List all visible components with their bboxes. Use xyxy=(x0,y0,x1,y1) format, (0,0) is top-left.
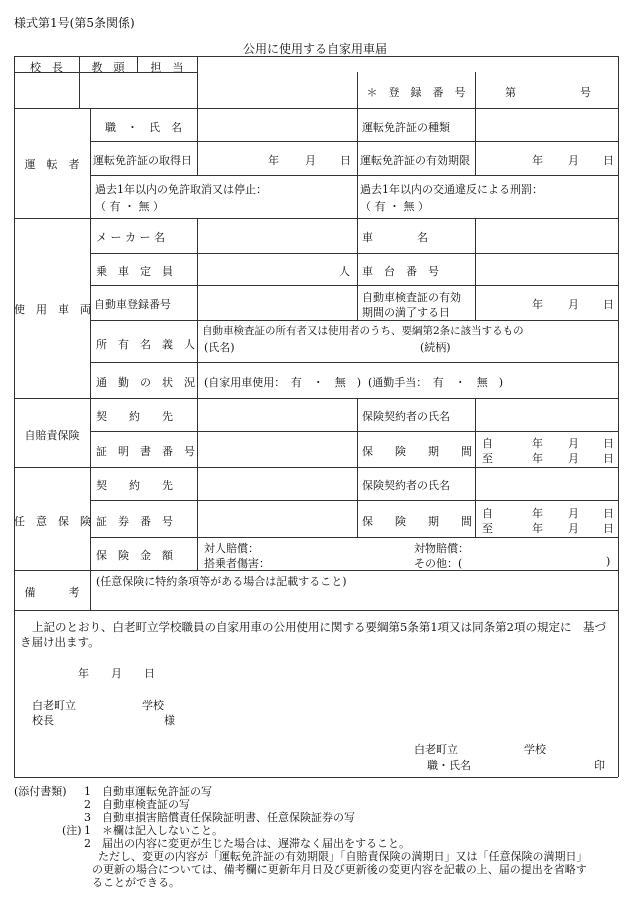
voluntary-from-month: 月 xyxy=(568,507,579,520)
registration-plate-label: 自動車登録番号 xyxy=(94,298,171,311)
license-expiry-year: 年 xyxy=(532,154,543,167)
note-2-line-4: ることができる。 xyxy=(92,876,180,889)
registration-number-label: ＊ 登 録 番 号 xyxy=(366,86,466,99)
compulsory-insurer-label: 契 約 先 xyxy=(96,410,173,423)
registration-go: 号 xyxy=(580,86,591,99)
commute-label: 通 勤 の 状 況 xyxy=(96,376,195,389)
note-1: 1 ＊欄は記入しないこと。 xyxy=(84,824,223,837)
voluntary-insurer-label: 契 約 先 xyxy=(96,479,173,492)
voluntary-policy-label: 証 券 番 号 xyxy=(96,515,173,528)
note-2: 2 届出の内容に変更が生じた場合は、遅滞なく届出をすること。 xyxy=(84,837,410,850)
compulsory-from-year: 年 xyxy=(532,437,543,450)
registration-dai: 第 xyxy=(505,86,516,99)
compulsory-period-label: 保 険 期 間 xyxy=(362,445,472,458)
capacity-unit: 人 xyxy=(339,265,350,278)
owner-name-label: (氏名) xyxy=(204,341,235,354)
voluntary-from-day: 日 xyxy=(603,507,614,520)
vice-principal-stamp-label: 教 頭 xyxy=(91,61,125,74)
owner-relation-label: (続柄) xyxy=(420,341,451,354)
compulsory-from: 自 xyxy=(482,437,493,450)
license-expiry-day: 日 xyxy=(603,154,614,167)
car-name-label: 車 名 xyxy=(362,231,428,244)
voluntary-from: 自 xyxy=(482,507,493,520)
voluntary-to: 至 xyxy=(482,522,493,535)
commute-allowance-options[interactable]: (通勤手当： 有 ・ 無 ) xyxy=(368,376,504,389)
owner-label: 所 有 名 義 人 xyxy=(96,338,195,351)
passenger-injury-label: 搭乗者傷害： xyxy=(204,557,270,570)
declaration-text-line1: 上記のとおり、白老町立学校職員の自家用車の公用使用に関する要綱第5条第1項又は同条第2項の規定に 基づ xyxy=(32,620,606,634)
property-damage-label: 対物賠償： xyxy=(414,542,469,555)
form-title: 公用に使用する自家用車届 xyxy=(242,42,387,56)
declaration-text-line2: き届け出ます。 xyxy=(20,635,100,649)
compulsory-to-month: 月 xyxy=(568,452,579,465)
voluntary-from-year: 年 xyxy=(532,507,543,520)
penalty-label: 過去1年以内の交通違反による刑罰： xyxy=(360,183,543,196)
penalty-options[interactable]: （ 有 ・ 無 ） xyxy=(360,200,429,213)
compulsory-from-day: 日 xyxy=(603,437,614,450)
inspection-expiry-line1: 自動車検査証の有効 xyxy=(362,291,461,304)
vehicle-section-label: 使 用 車 両 xyxy=(14,303,91,316)
voluntary-period-label: 保 険 期 間 xyxy=(362,515,472,528)
license-date-day: 日 xyxy=(340,154,351,167)
commute-car-options[interactable]: (自家用車使用： 有 ・ 無 ) xyxy=(204,376,362,389)
inspection-expiry-line2: 期間の満了する日 xyxy=(362,306,450,319)
license-expiry-label: 運転免許証の有効期限 xyxy=(360,154,470,167)
principal-addressee: 校長 様 xyxy=(32,714,175,727)
license-type-label: 運転免許証の種類 xyxy=(362,121,450,134)
note-2-line-2: ただし、変更の内容が「運転免許証の有効期限」「自賠責保険の満期日」又は「任意保険の満期日」 xyxy=(98,850,588,863)
maker-label: メ ー カ ー 名 xyxy=(96,231,165,244)
inspection-expiry-month: 月 xyxy=(568,298,579,311)
inspection-expiry-year: 年 xyxy=(532,298,543,311)
chassis-number-label: 車 台 番 号 xyxy=(362,265,439,278)
attachments-label: (添付書類) xyxy=(14,785,67,798)
compulsory-to: 至 xyxy=(482,452,493,465)
voluntary-policyholder-label: 保険契約者の氏名 xyxy=(362,479,450,492)
insurance-amount-label: 保 険 金 額 xyxy=(96,549,173,562)
license-date-label: 運転免許証の取得日 xyxy=(93,154,192,167)
compulsory-to-year: 年 xyxy=(532,452,543,465)
attachment-item-1: 1 自動車運転免許証の写 xyxy=(84,785,212,798)
bodily-injury-label: 対人賠償： xyxy=(204,542,259,555)
driver-section-label: 運 転 者 xyxy=(24,158,80,171)
revocation-label: 過去1年以内の免許取消又は停止： xyxy=(95,183,267,196)
license-expiry-month: 月 xyxy=(568,154,579,167)
revocation-options[interactable]: （ 有 ・ 無 ） xyxy=(95,200,164,213)
declaration-date: 年 月 日 xyxy=(78,667,155,680)
compulsory-from-month: 月 xyxy=(568,437,579,450)
remarks-label: 備 考 xyxy=(24,586,80,599)
compulsory-cert-label: 証 明 書 番 号 xyxy=(96,445,195,458)
applicant-name-label: 職・氏名 xyxy=(427,759,471,772)
owner-note: 自動車検査証の所有者又は使用者のうち、要綱第2条に該当するもの xyxy=(202,325,524,337)
staff-stamp-label: 担 当 xyxy=(150,61,184,74)
principal-stamp-label: 校 長 xyxy=(30,61,63,74)
other-coverage-close: ) xyxy=(606,555,611,568)
voluntary-to-year: 年 xyxy=(532,522,543,535)
inspection-expiry-day: 日 xyxy=(603,298,614,311)
remarks-note: (任意保険に特約条項等がある場合は記載すること) xyxy=(96,575,347,588)
capacity-label: 乗 車 定 員 xyxy=(96,265,173,278)
license-date-year: 年 xyxy=(268,154,279,167)
compulsory-policyholder-label: 保険契約者の氏名 xyxy=(362,410,450,423)
driver-name-label: 職 ・ 氏 名 xyxy=(105,121,182,134)
school-name-left: 白老町立 学校 xyxy=(32,699,164,712)
voluntary-to-day: 日 xyxy=(603,522,614,535)
compulsory-to-day: 日 xyxy=(603,452,614,465)
attachment-item-2: 2 自動車検査証の写 xyxy=(84,798,190,811)
other-coverage-label: その他：( xyxy=(414,557,463,570)
voluntary-insurance-label: 任 意 保 険 xyxy=(14,515,91,528)
form-number: 様式第1号(第5条関係) xyxy=(14,16,135,30)
note-2-line-3: の更新の場合については、備考欄に更新年月日及び更新後の変更内容を記載の上、届の提出を省略す xyxy=(92,863,587,876)
attachment-item-3: 3 自動車損害賠償責任保険証明書、任意保険証券の写 xyxy=(84,811,355,824)
notes-label: (注) xyxy=(62,824,82,837)
license-date-month: 月 xyxy=(305,154,316,167)
compulsory-insurance-label: 自賠責保険 xyxy=(24,429,80,442)
school-name-right: 白老町立 学校 xyxy=(414,743,546,756)
voluntary-to-month: 月 xyxy=(568,522,579,535)
seal-mark: 印 xyxy=(594,759,605,772)
